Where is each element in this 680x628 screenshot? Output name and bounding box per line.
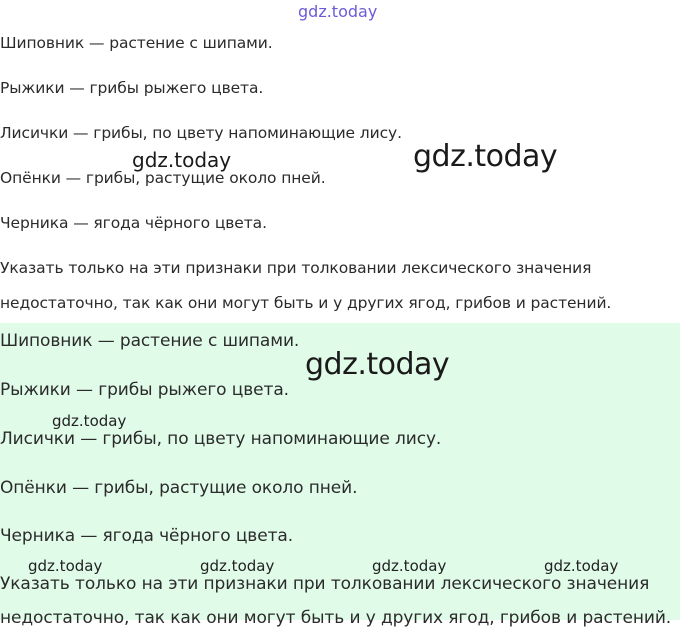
text-line: недостаточно, так как они могут быть и у других ягод, грибов и растений. bbox=[0, 294, 612, 312]
watermark: gdz.today bbox=[372, 557, 447, 575]
watermark: gdz.today bbox=[200, 557, 275, 575]
text-line: Лисички — грибы, по цвету напоминающие лису. bbox=[0, 124, 402, 142]
text-line: недостаточно, так как они могут быть и у других ягод, грибов и растений. bbox=[0, 608, 672, 628]
watermark: gdz.today bbox=[298, 2, 378, 21]
text-line: Опёнки — грибы, растущие около пней. bbox=[0, 169, 326, 187]
text-line: Указать только на эти признаки при толковании лексического значения bbox=[0, 259, 592, 277]
watermark: gdz.today bbox=[413, 139, 558, 174]
text-line: Опёнки — грибы, растущие около пней. bbox=[0, 478, 358, 498]
text-line: Черника — ягода чёрного цвета. bbox=[0, 214, 267, 232]
text-line: Рыжики — грибы рыжего цвета. bbox=[0, 79, 264, 97]
text-line: Указать только на эти признаки при толковании лексического значения bbox=[0, 574, 650, 594]
watermark: gdz.today bbox=[28, 557, 103, 575]
text-line: Рыжики — грибы рыжего цвета. bbox=[0, 380, 289, 400]
text-line: Шиповник — растение с шипами. bbox=[0, 34, 273, 52]
watermark: gdz.today bbox=[544, 557, 619, 575]
text-line: Черника — ягода чёрного цвета. bbox=[0, 526, 294, 546]
text-line: Шиповник — растение с шипами. bbox=[0, 331, 300, 351]
watermark: gdz.today bbox=[305, 347, 450, 382]
watermark: gdz.today bbox=[52, 412, 127, 430]
text-line: Лисички — грибы, по цвету напоминающие лису. bbox=[0, 429, 442, 449]
watermark: gdz.today bbox=[132, 148, 232, 172]
